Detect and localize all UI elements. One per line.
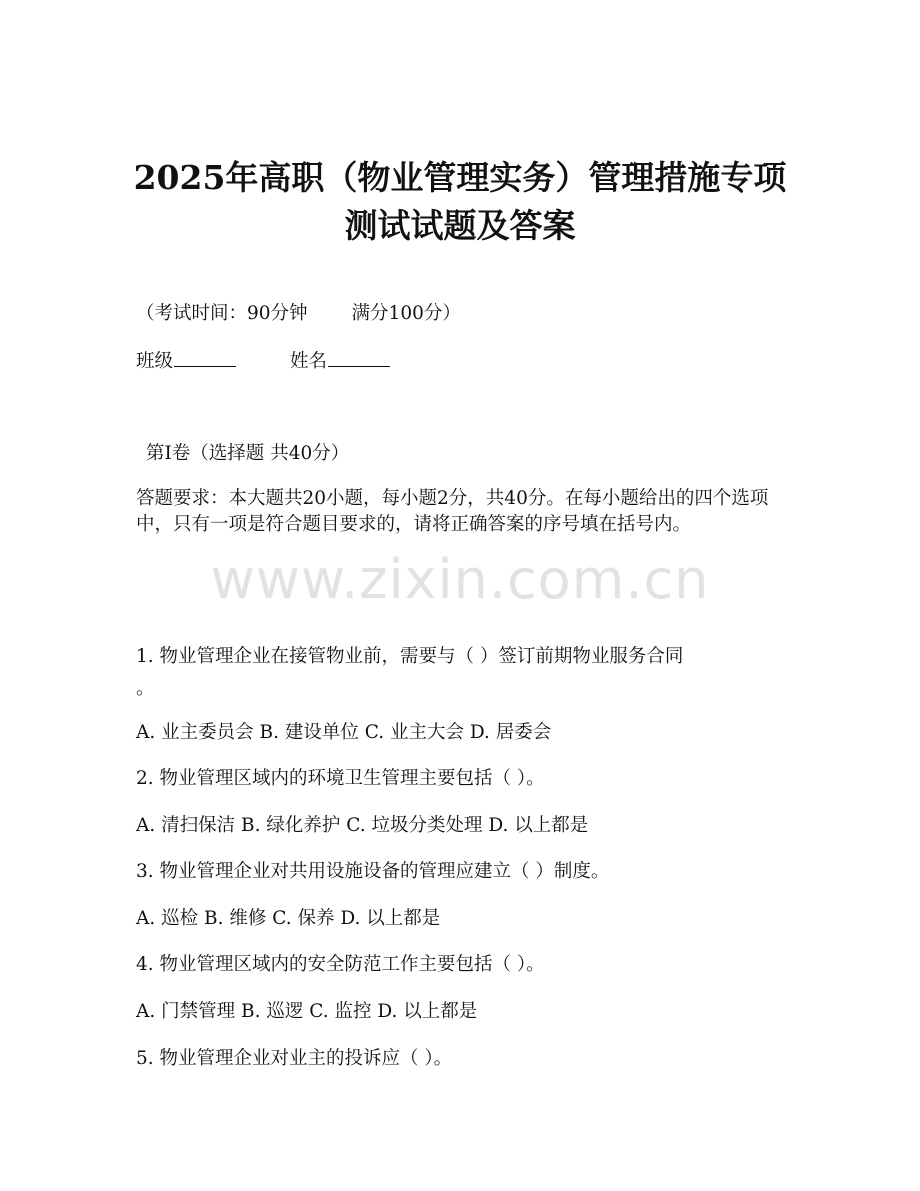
section-title: 第Ⅰ卷（选择题 共40分） (146, 443, 350, 464)
question-4-stem: 4. 物业管理区域内的安全防范工作主要包括（ ）。 (136, 954, 545, 975)
exam-time: （考试时间：90分钟 (136, 303, 308, 324)
exam-info (136, 302, 461, 326)
class-blank (174, 350, 236, 367)
document-title-line1: 2025年高职（物业管理实务）管理措施专项 (133, 158, 787, 197)
name-blank (328, 350, 390, 367)
question-1-options: A. 业主委员会 B. 建设单位 C. 业主大会 D. 居委会 (136, 722, 552, 743)
question-1-stem-cont: 。 (136, 678, 155, 699)
question-2-options: A. 清扫保洁 B. 绿化养护 C. 垃圾分类处理 D. 以上都是 (136, 815, 589, 836)
watermark: www.zixin.com.cn (210, 548, 710, 611)
question-3-stem: 3. 物业管理企业对共用设施设备的管理应建立（ ）制度。 (136, 861, 610, 882)
question-2-stem: 2. 物业管理区域内的环境卫生管理主要包括（ ）。 (136, 768, 545, 789)
instructions: 答题要求：本大题共20小题，每小题2分，共40分。在每小题给出的四个选项中，只有一项是符合题目要求的，请将正确答案的序号填在括号内。 (136, 488, 769, 535)
question-1-stem: 1. 物业管理企业在接管物业前，需要与（ ）签订前期物业服务合同 (136, 646, 684, 667)
name-label: 姓名 (290, 351, 328, 372)
exam-score: 满分100分） (351, 303, 461, 324)
document-title-line2: 测试试题及答案 (344, 206, 576, 245)
question-3-options: A. 巡检 B. 维修 C. 保养 D. 以上都是 (136, 908, 441, 929)
question-4-options: A. 门禁管理 B. 巡逻 C. 监控 D. 以上都是 (136, 1001, 478, 1022)
student-info (136, 350, 390, 374)
question-5-stem: 5. 物业管理企业对业主的投诉应（ ）。 (136, 1048, 453, 1069)
class-label: 班级 (136, 351, 174, 372)
